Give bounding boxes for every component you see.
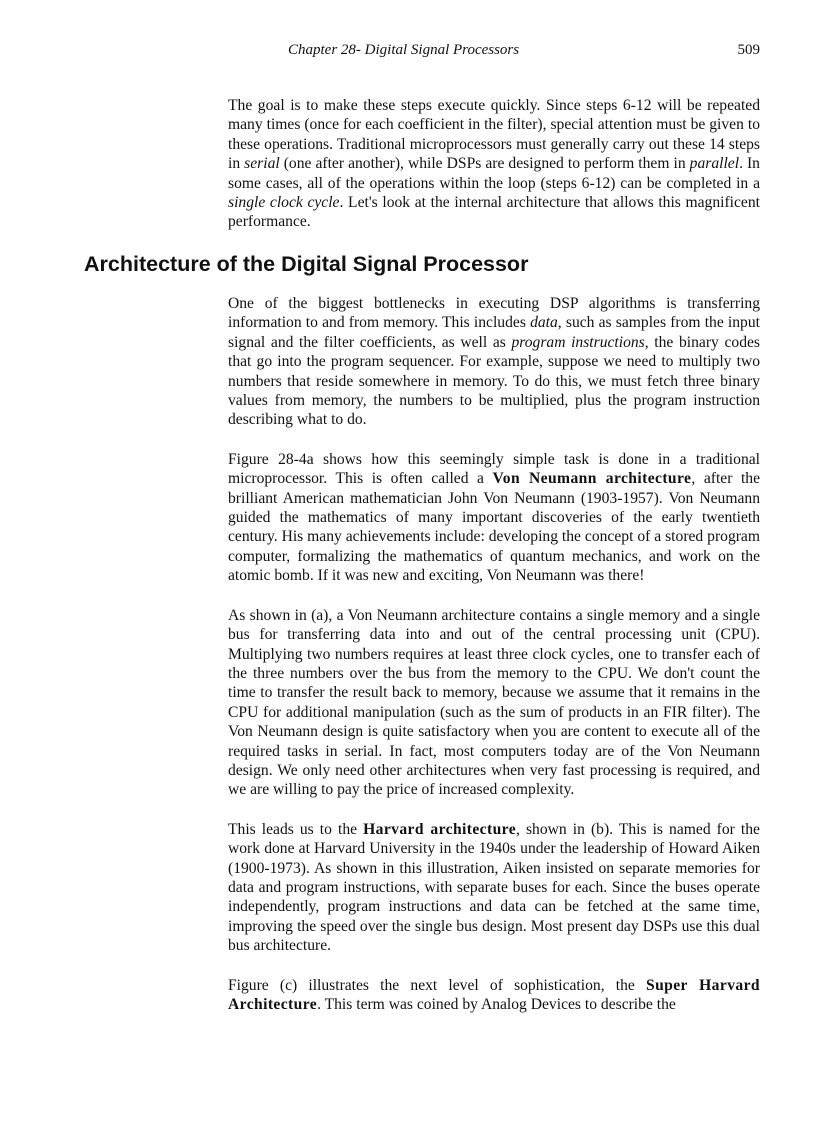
- intro-block: [228, 96, 760, 232]
- chapter-title: Chapter 28- Digital Signal Processors: [288, 42, 520, 58]
- paragraph-memory-bottleneck: One of the biggest bottlenecks in executing DSP algorithms is transferring information to and from memory. This includes data, such as samples from the input signal and the filter coefficients, as well as program instructions, the binary codes that go into the program sequencer. For example, suppose we need to multiply two numbers that reside somewhere in memory. To do this, we must fetch three binary values from memory, the numbers to be multiplied, plus the program instruction describing what to do.: [228, 295, 760, 429]
- emphasis-serial: serial: [244, 155, 280, 173]
- paragraph-von-neumann: Figure 28-4a shows how this seemingly simple task is done in a traditional microprocessor. This is often called a Von Neumann architecture, after the brilliant American mathematician John Von Neumann (1903-1957). Von Neumann guided the mathematics of many important discoveries of the early twentieth century. His many achievements include: developing the concept of a stored program computer, formalizing the mathematics of quantum mechanics, and work on the atomic bomb. If it was new and exciting, Von Neumann was there!: [228, 450, 760, 585]
- term-harvard: Harvard architecture: [363, 820, 517, 838]
- paragraph-super-harvard: Figure (c) illustrates the next level of sophistication, the Super Harvard Architecture. This term was coined by Analog Devices to describe the: [228, 976, 760, 1013]
- intro-paragraph: The goal is to make these steps execute quickly. Since steps 6-12 will be repeated many times (once for each coefficient in the filter), special attention must be given to these operations. Traditional microprocessors must generally carry out these 14 steps in serial (one after another), while DSPs are designed to perform them in parallel. In some cases, all of the operations within the loop (steps 6-12) can be completed in a single clock cycle. Let's look at the internal architecture that allows this magnificent performance.: [228, 97, 760, 231]
- page-number: 509: [737, 42, 760, 58]
- term-von-neumann: Von Neumann architecture: [492, 470, 692, 488]
- emphasis-parallel: parallel: [689, 155, 740, 173]
- running-header: [228, 42, 760, 64]
- term-super-harvard: Super Harvard Architecture: [228, 976, 760, 1013]
- paragraph-harvard: This leads us to the Harvard architecture, shown in (b). This is named for the work done at Harvard University in the 1940s under the leadership of Howard Aiken (1900-1973). As shown in this illustration, Aiken insisted on separate memories for data and program instructions, with separate buses for each. Since the buses operate independently, program instructions and data can be fetched at the same time, improving the speed over the single bus design. Most present day DSPs use this dual bus architecture.: [228, 820, 760, 955]
- emphasis-data: data: [530, 314, 558, 332]
- emphasis-single-clock-cycle: single clock cycle: [228, 194, 340, 212]
- body-text: [228, 294, 760, 1014]
- paragraph-single-bus: As shown in (a), a Von Neumann architecture contains a single memory and a single bus for transferring data into and out of the central processing unit (CPU). Multiplying two numbers requires at least three clock cycles, one to transfer each of the three numbers over the bus from the memory to the CPU. We don't count the time to transfer the result back to memory, because we assume that it remains in the CPU for additional manipulation (such as the sum of products in an FIR filter). The Von Neumann design is quite satisfactory when you are content to execute all of the required tasks in serial. In fact, most computers today are of the Von Neumann design. We only need other architectures when very fast processing is required, and we are willing to pay the price of increased complexity.: [228, 606, 760, 799]
- emphasis-program-instructions: program instructions: [511, 333, 645, 351]
- section-heading: Architecture of the Digital Signal Processor: [84, 252, 529, 276]
